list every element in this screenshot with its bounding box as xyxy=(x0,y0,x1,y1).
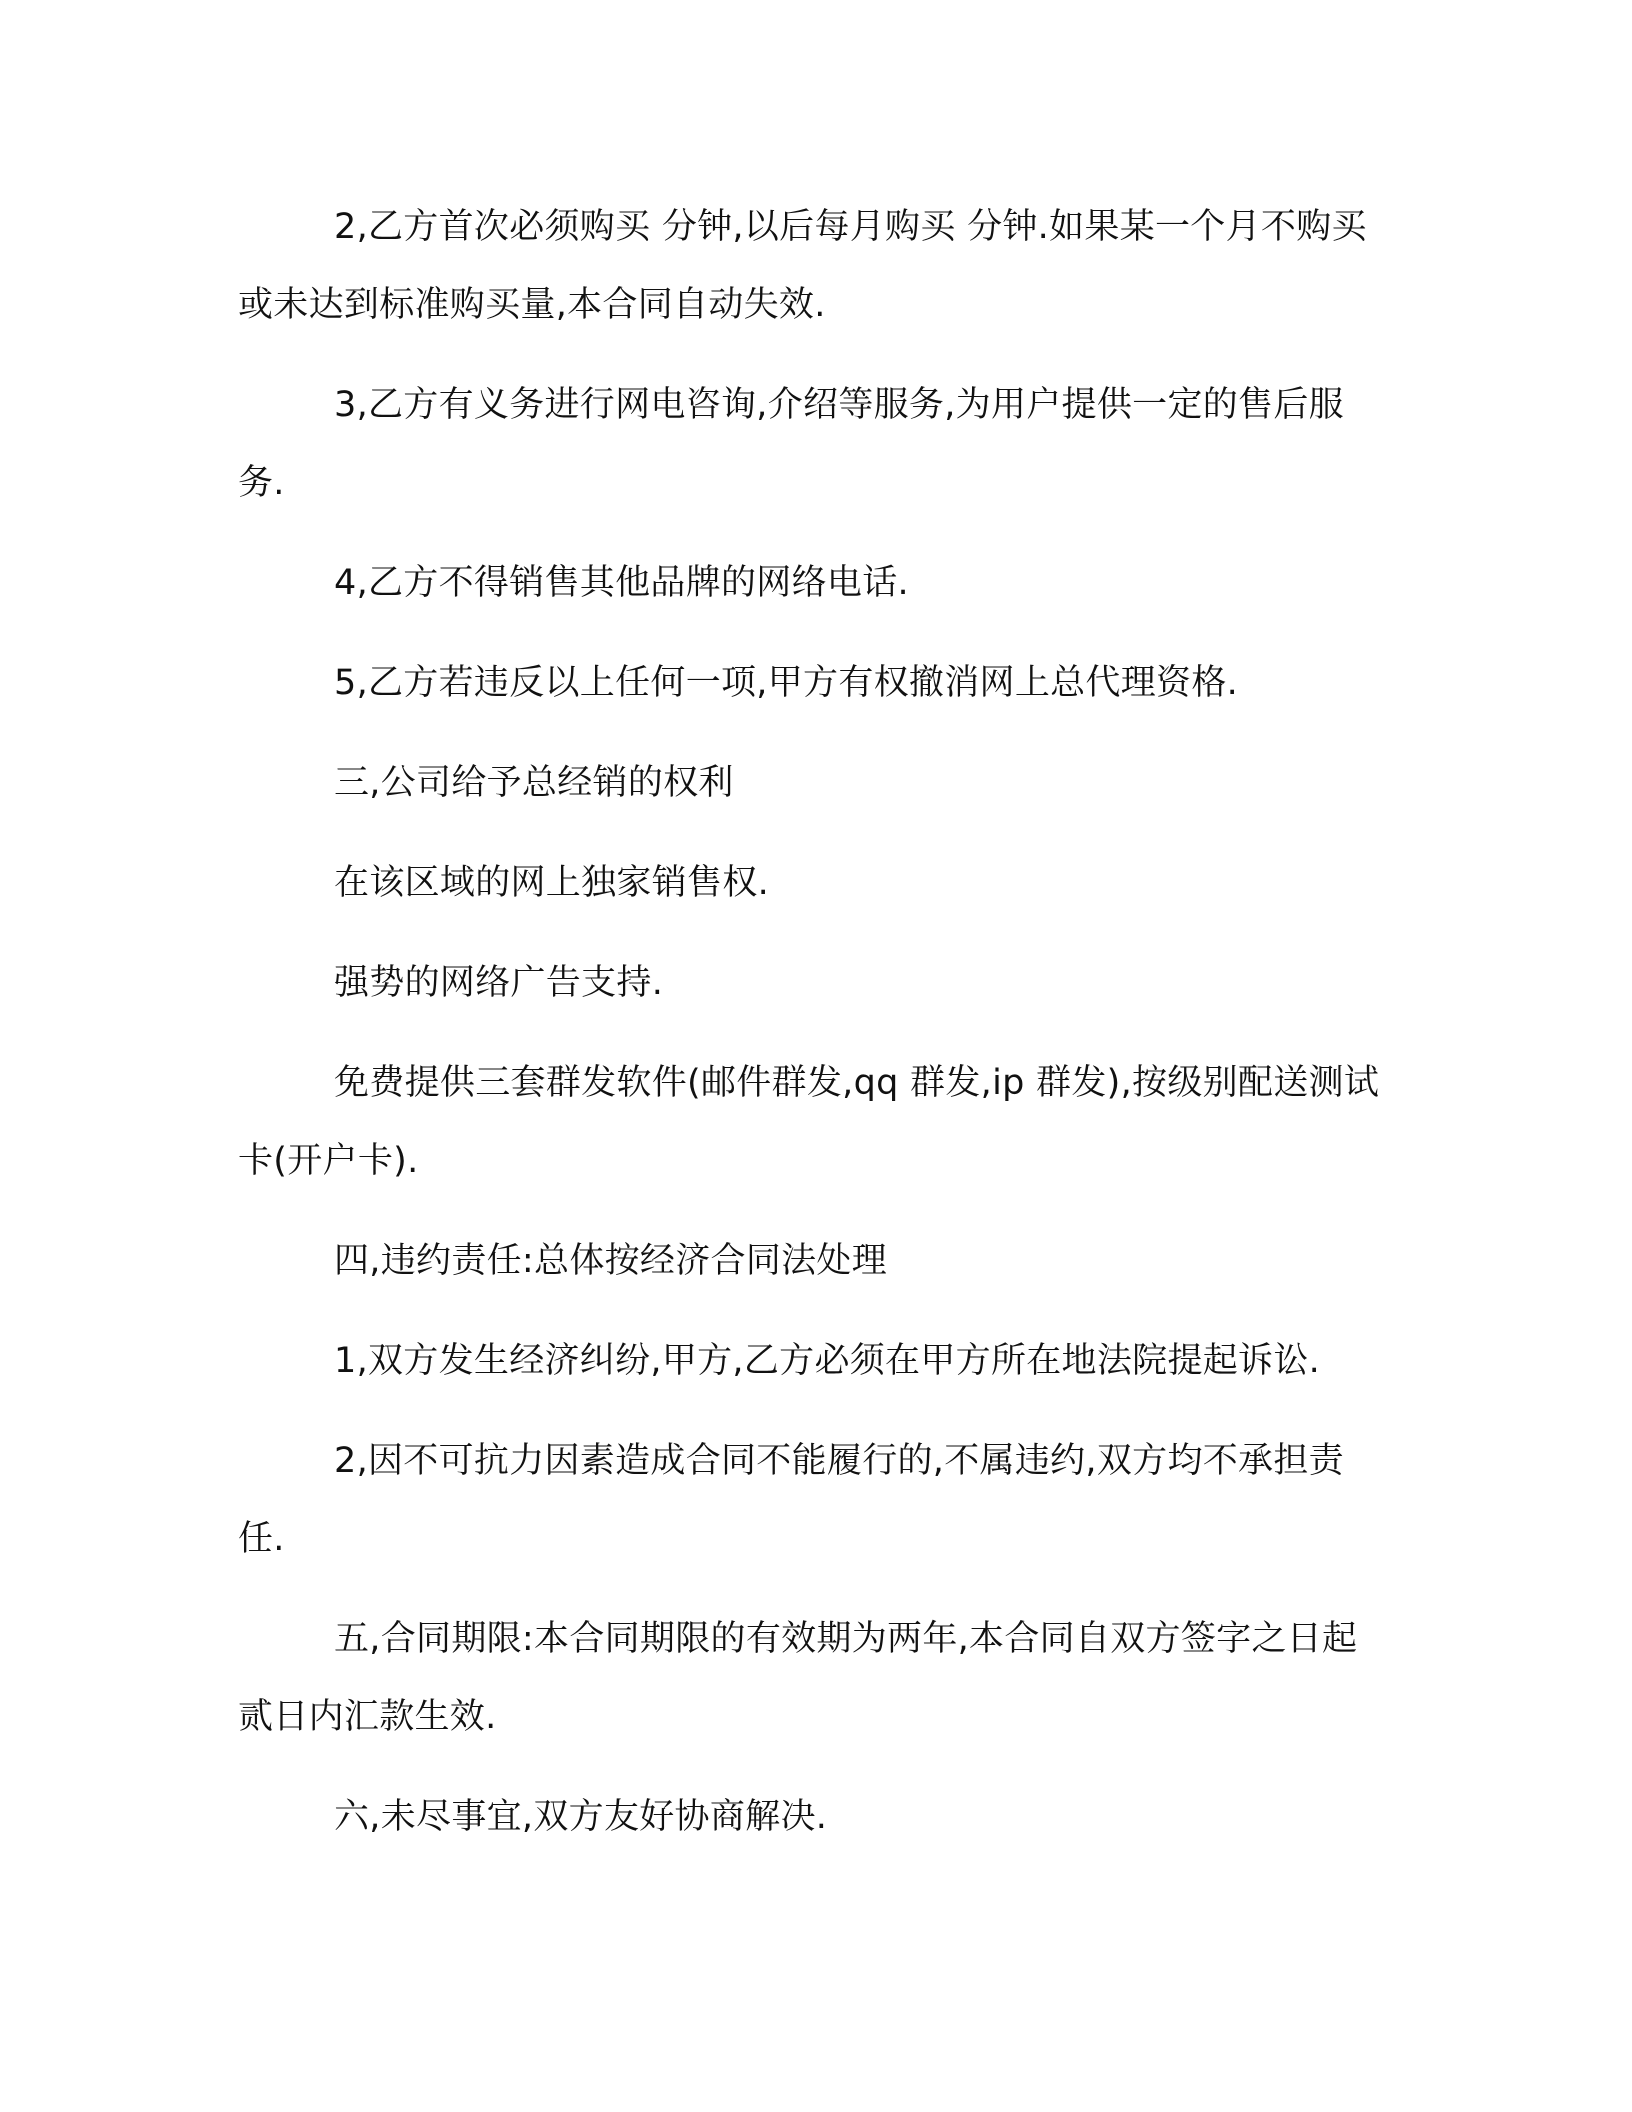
paragraph-clause-5: 5,乙方若违反以上任何一项,甲方有权撤消网上总代理资格. xyxy=(334,663,1239,703)
document-body xyxy=(238,188,1388,1878)
paragraph-exclusive-sales: 在该区域的网上独家销售权. xyxy=(334,863,770,903)
section-heading-term: 五,合同期限:本合同期限的有效期为两年,本合同自双方签字之日起贰日内汇款生效. xyxy=(238,1619,1358,1737)
section-heading-misc: 六,未尽事宜,双方友好协商解决. xyxy=(334,1797,828,1837)
paragraph-liability-1: 1,双方发生经济纠纷,甲方,乙方必须在甲方所在地法院提起诉讼. xyxy=(334,1341,1321,1381)
paragraph-clause-2: 2,乙方首次必须购买 分钟,以后每月购买 分钟.如果某一个月不购买或未达到标准购买量,本合同自动失效. xyxy=(238,207,1367,325)
paragraph-free-software: 免费提供三套群发软件(邮件群发,qq 群发,ip 群发),按级别配送测试卡(开户卡). xyxy=(238,1063,1380,1181)
paragraph-clause-4: 4,乙方不得销售其他品牌的网络电话. xyxy=(334,563,909,603)
paragraph-clause-3: 3,乙方有义务进行网电咨询,介绍等服务,为用户提供一定的售后服务. xyxy=(238,385,1344,503)
section-heading-rights: 三,公司给予总经销的权利 xyxy=(334,763,734,803)
paragraph-ad-support: 强势的网络广告支持. xyxy=(334,963,664,1003)
section-heading-liability: 四,违约责任:总体按经济合同法处理 xyxy=(334,1241,888,1281)
paragraph-liability-2: 2,因不可抗力因素造成合同不能履行的,不属违约,双方均不承担责任. xyxy=(238,1441,1344,1559)
